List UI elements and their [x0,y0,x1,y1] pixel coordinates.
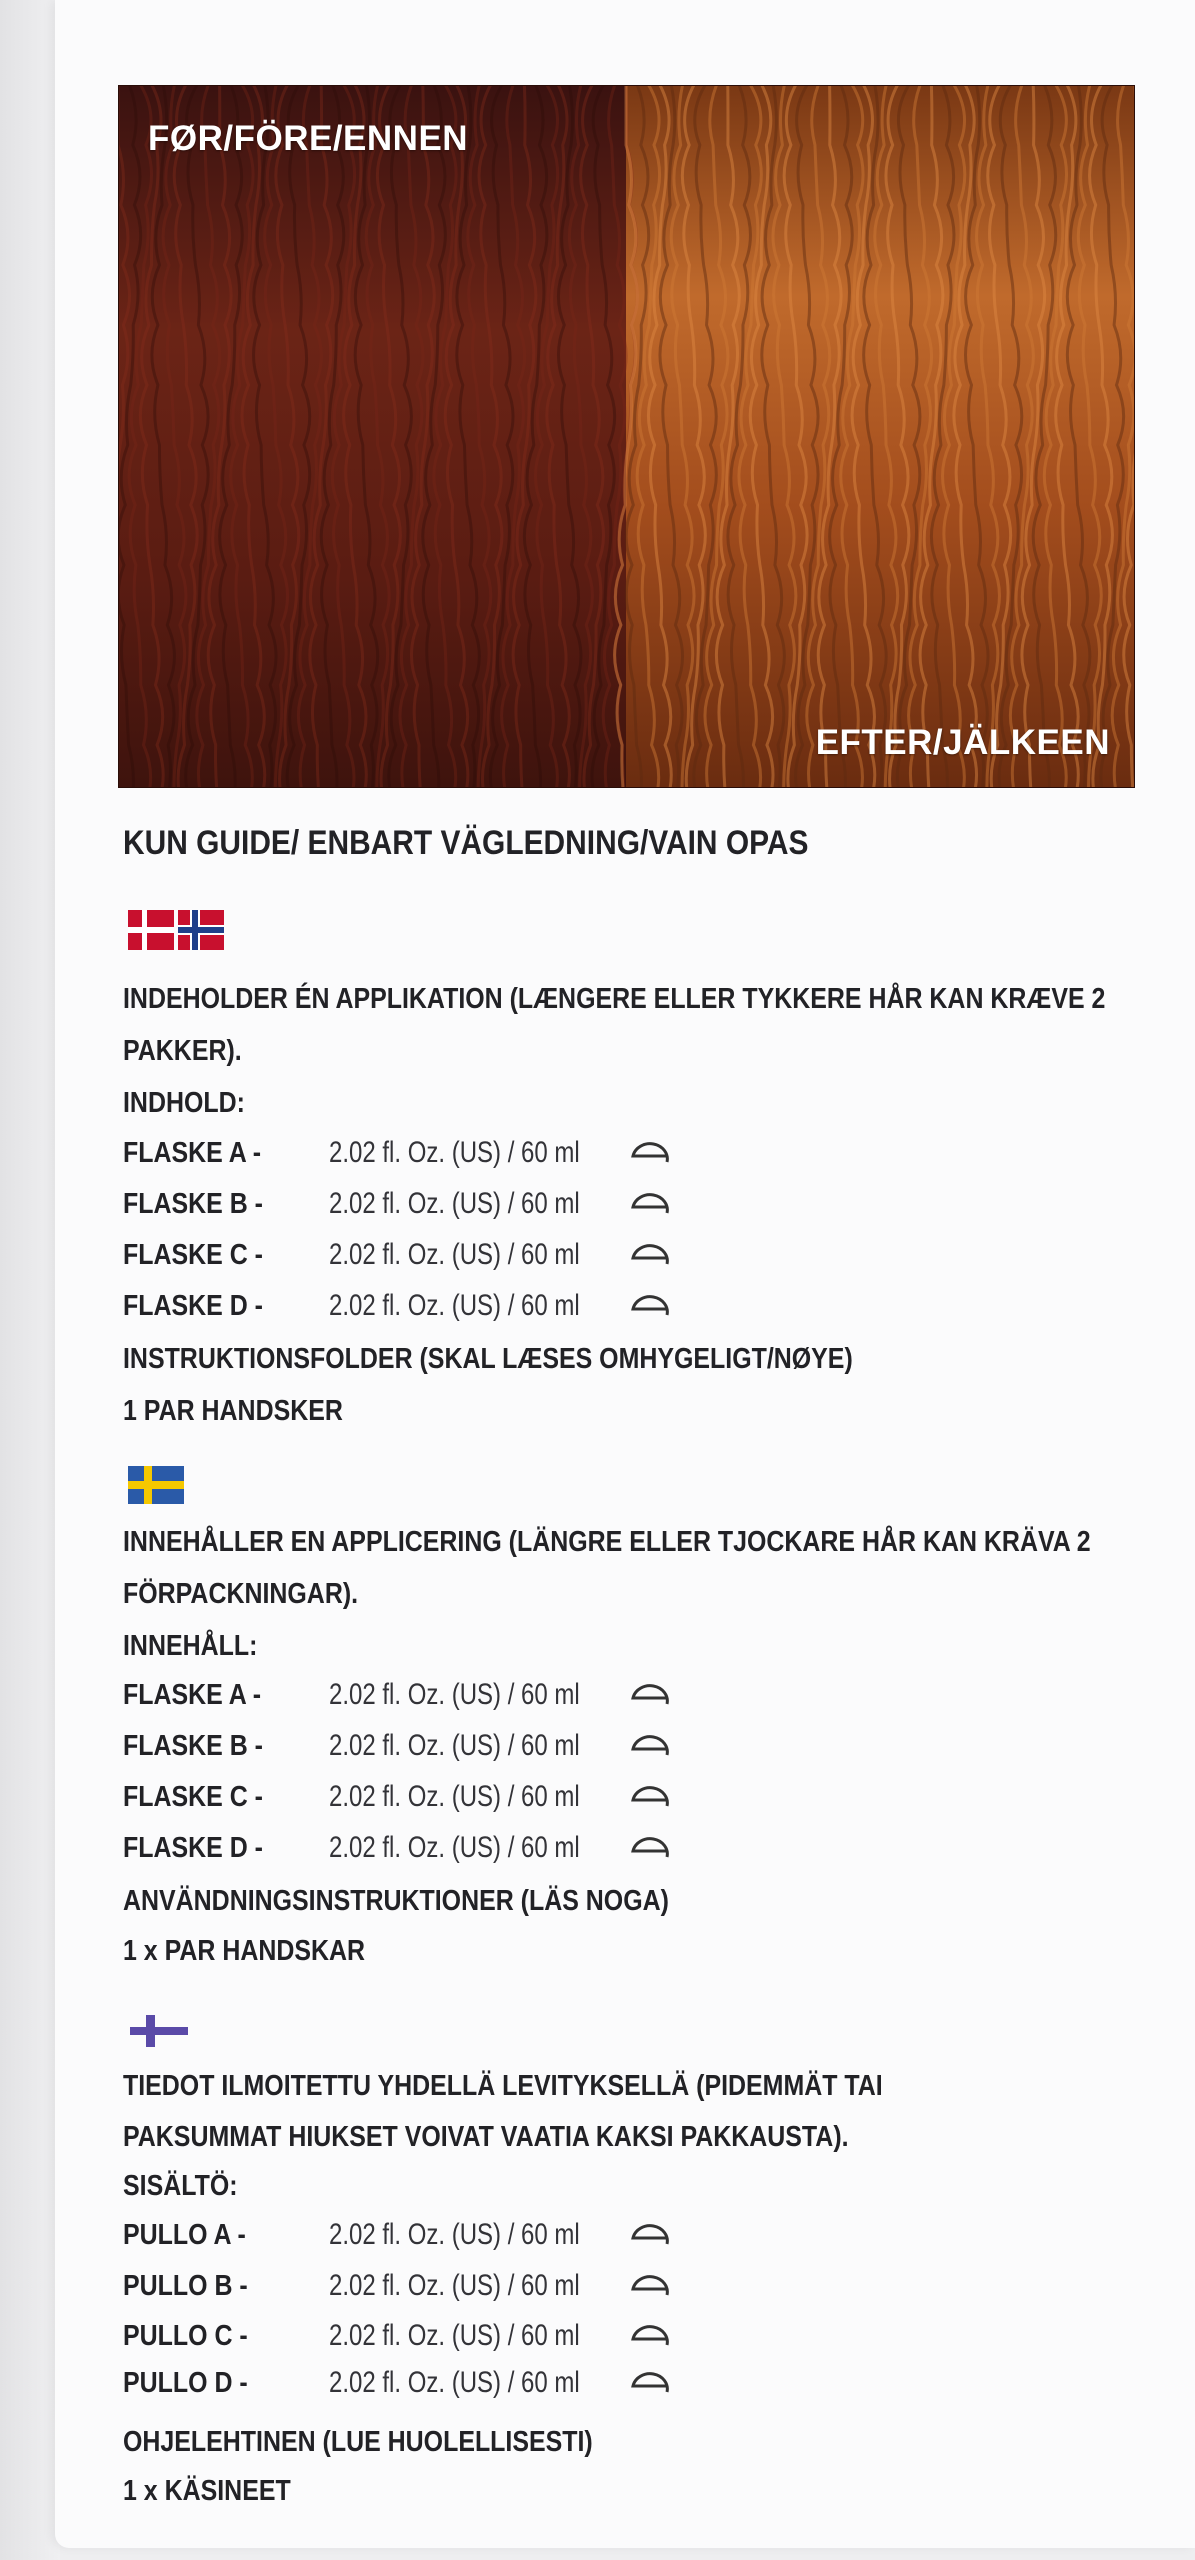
e-mark-icon [628,1677,672,1715]
item-amount: 2.02 fl. Oz. (US) / 60 ml [329,1289,580,1322]
finnish-line-1: TIEDOT ILMOITETTU YHDELLÄ LEVITYKSELLÄ (PIDEMMÄT TAI [123,2070,883,2102]
e-mark-icon [628,1779,672,1817]
guide-heading: KUN GUIDE/ ENBART VÄGLEDNING/VAIN OPAS [123,824,809,862]
hair-color-comparison-photo [118,85,1135,788]
finland-flag-icon [130,2013,188,2049]
danish-item-row [123,1179,823,1229]
item-amount: 2.02 fl. Oz. (US) / 60 ml [329,1678,580,1711]
danish-item-row [123,1230,823,1280]
item-label: FLASKE B - [123,1730,263,1762]
e-mark-icon [628,1237,672,1275]
e-mark-icon [628,1288,672,1326]
danish-line-2: PAKKER). [123,1035,242,1067]
item-label: PULLO B - [123,2270,248,2302]
item-label: PULLO A - [123,2219,246,2251]
background-edge [0,0,60,2560]
item-amount: 2.02 fl. Oz. (US) / 60 ml [329,1238,580,1271]
finnish-gloves: 1 x KÄSINEET [123,2475,291,2507]
danish-contents-label: INDHOLD: [123,1087,245,1119]
swedish-item-row [123,1823,823,1873]
item-amount: 2.02 fl. Oz. (US) / 60 ml [329,1780,580,1813]
swedish-item-row [123,1670,823,1720]
swedish-item-row [123,1721,823,1771]
finnish-item-row [123,2311,823,2361]
item-amount: 2.02 fl. Oz. (US) / 60 ml [329,2269,580,2302]
item-amount: 2.02 fl. Oz. (US) / 60 ml [329,1136,580,1169]
danish-line-1: INDEHOLDER ÉN APPLIKATION (LÆNGERE ELLER TYKKERE HÅR KAN KRÆVE 2 [123,983,1106,1015]
e-mark-icon [628,2318,672,2356]
item-amount: 2.02 fl. Oz. (US) / 60 ml [329,2366,580,2399]
item-amount: 2.02 fl. Oz. (US) / 60 ml [329,1187,580,1220]
finnish-contents-label: SISÄLTÖ: [123,2170,238,2202]
item-label: PULLO D - [123,2367,248,2399]
item-amount: 2.02 fl. Oz. (US) / 60 ml [329,1831,580,1864]
denmark-norway-flag-icon [128,910,224,950]
danish-gloves: 1 PAR HANDSKER [123,1395,343,1427]
item-label: FLASKE D - [123,1832,263,1864]
hair-swatch-image [118,85,1135,788]
swedish-line-1: INNEHÅLLER EN APPLICERING (LÄNGRE ELLER TJOCKARE HÅR KAN KRÄVA 2 [123,1526,1091,1558]
e-mark-icon [628,2365,672,2403]
item-label: PULLO C - [123,2320,248,2352]
after-label: EFTER/JÄLKEEN [815,723,1110,762]
swedish-line-2: FÖRPACKNINGAR). [123,1578,359,1610]
danish-item-row [123,1281,823,1331]
swedish-instructions: ANVÄNDNINGSINSTRUKTIONER (LÄS NOGA) [123,1885,669,1917]
item-label: FLASKE C - [123,1239,263,1271]
item-amount: 2.02 fl. Oz. (US) / 60 ml [329,1729,580,1762]
swedish-item-row [123,1772,823,1822]
item-amount: 2.02 fl. Oz. (US) / 60 ml [329,2319,580,2352]
item-label: FLASKE C - [123,1781,263,1813]
finnish-line-2: PAKSUMMAT HIUKSET VOIVAT VAATIA KAKSI PAKKAUSTA). [123,2121,849,2153]
swedish-gloves: 1 x PAR HANDSKAR [123,1935,366,1967]
e-mark-icon [628,2268,672,2306]
e-mark-icon [628,1135,672,1173]
item-label: FLASKE B - [123,1188,263,1220]
item-label: FLASKE D - [123,1290,263,1322]
finnish-item-row [123,2210,823,2260]
danish-instructions: INSTRUKTIONSFOLDER (SKAL LÆSES OMHYGELIGT/NØYE) [123,1343,853,1375]
e-mark-icon [628,2217,672,2255]
swedish-contents-label: INNEHÅLL: [123,1630,258,1662]
before-label: FØR/FÖRE/ENNEN [148,119,469,158]
e-mark-icon [628,1830,672,1868]
finnish-item-row [123,2358,823,2408]
finnish-item-row [123,2261,823,2311]
e-mark-icon [628,1186,672,1224]
item-label: FLASKE A - [123,1679,262,1711]
sweden-flag-icon [128,1466,184,1504]
e-mark-icon [628,1728,672,1766]
item-label: FLASKE A - [123,1137,262,1169]
danish-item-row [123,1128,823,1178]
item-amount: 2.02 fl. Oz. (US) / 60 ml [329,2218,580,2251]
finnish-instructions: OHJELEHTINEN (LUE HUOLELLISESTI) [123,2426,593,2458]
